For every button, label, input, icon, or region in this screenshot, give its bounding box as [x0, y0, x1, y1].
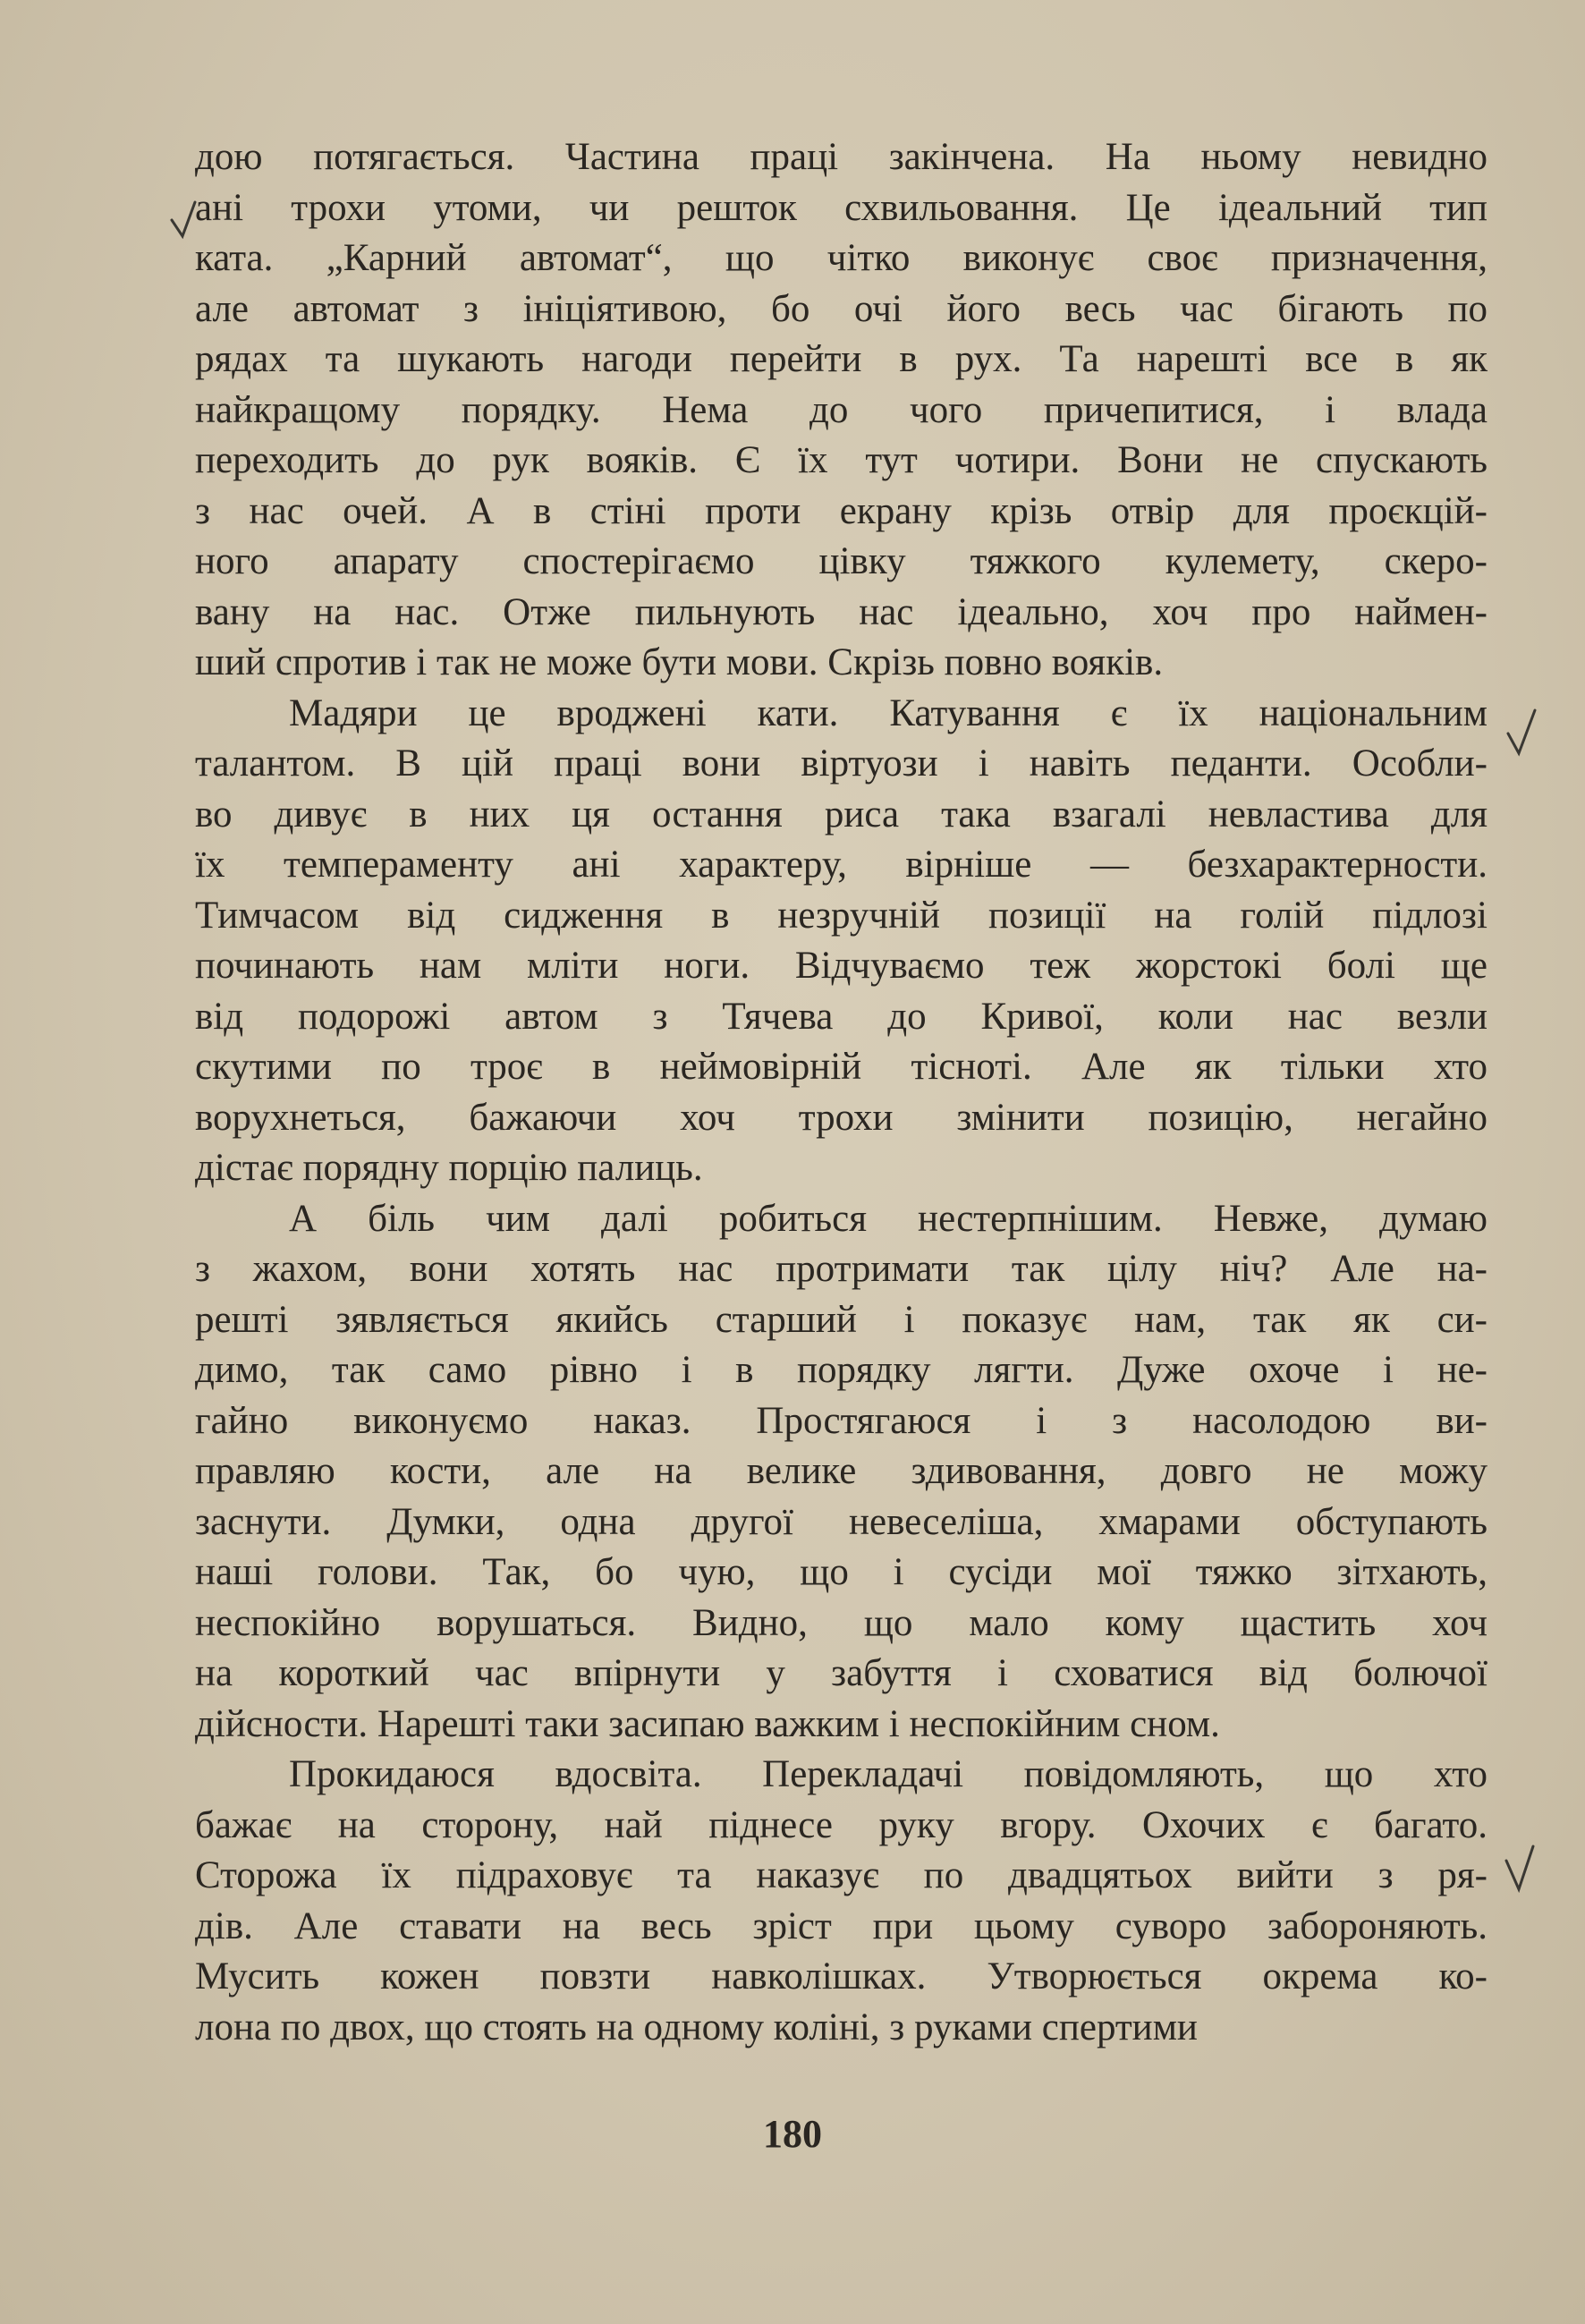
- text-line: ані трохи утоми, чи решток схвильовання. Це ідеальний тип: [195, 186, 1488, 229]
- text-line: ного апарату спостерігаємо цівку тяжкого кулемету, скеро-: [195, 540, 1488, 582]
- text-line: Мадяри це вроджені кати. Катування є їх національним: [289, 691, 1488, 734]
- text-line: найкращому порядку. Нема до чого причепитися, і влада: [195, 388, 1488, 431]
- text-line: на короткий час впірнути у забуття і сховатися від болючої: [195, 1652, 1488, 1694]
- text-line: гайно виконуємо наказ. Простягаюся і з насолодою ви-: [195, 1399, 1488, 1442]
- text-line: вану на нас. Отже пильнують нас ідеально, хоч про наймен-: [195, 590, 1488, 633]
- text-line: наші голови. Так, бо чую, що і сусіди мої тяжко зітхають,: [195, 1551, 1488, 1593]
- text-line: димо, так само рівно і в порядку лягти. Дуже охоче і не-: [195, 1349, 1488, 1391]
- text-line: переходить до рук вояків. Є їх тут чотири. Вони не спускають: [195, 439, 1488, 481]
- text-line: Тимчасом від сидження в незручній позиції на голій підлозі: [195, 894, 1488, 937]
- text-line: неспокійно ворушаться. Видно, що мало кому щастить хоч: [195, 1601, 1488, 1644]
- text-line: дійсности. Нарешті таки засипаю важким і неспокійним сном.: [195, 1702, 1220, 1745]
- text-line: Мусить кожен повзти навколішках. Утворюється окрема ко-: [195, 1955, 1488, 1997]
- text-line: Сторожа їх підраховує та наказує по двадцятьох вийти з ря-: [195, 1854, 1488, 1896]
- body-text: [195, 132, 1488, 2053]
- paragraph: [195, 132, 1488, 689]
- text-line: дів. Але ставати на весь зріст при цьому суворо забороняють.: [195, 1904, 1488, 1947]
- text-line: від подорожі автом з Тячева до Кривої, коли нас везли: [195, 995, 1488, 1038]
- paragraph: [195, 1750, 1488, 2053]
- text-line: з жахом, вони хотять нас протримати так цілу ніч? Але на-: [195, 1248, 1488, 1290]
- text-line: А біль чим далі робиться нестерпнішим. Невже, думаю: [289, 1197, 1488, 1240]
- text-line: правляю кости, але на велике здивовання, довго не можу: [195, 1450, 1488, 1492]
- text-line: бажає на сторону, най піднесе руку вгору. Охочих є багато.: [195, 1803, 1488, 1846]
- pencil-check-mark-icon: [1501, 1843, 1540, 1896]
- paragraph: [195, 689, 1488, 1194]
- text-line: рядах та шукають нагоди перейти в рух. Та нарешті все в як: [195, 338, 1488, 380]
- text-line: талантом. В цій праці вони віртуози і навіть педанти. Особли-: [195, 742, 1488, 785]
- pencil-check-mark-icon: [1503, 707, 1542, 760]
- paragraph: [195, 1194, 1488, 1751]
- text-line: ката. „Карний автомат“, що чітко виконує своє призначення,: [195, 237, 1488, 279]
- text-line: лона по двох, що стоять на одному коліні, з руками спертими: [195, 2006, 1198, 2048]
- text-line: але автомат з ініціятивою, бо очі його весь час бігають по: [195, 287, 1488, 330]
- text-line: скутими по троє в неймовірній тісноті. Але як тільки хто: [195, 1046, 1488, 1088]
- text-line: решті зявляється якийсь старший і показує нам, так як си-: [195, 1298, 1488, 1341]
- text-line: Прокидаюся вдосвіта. Перекладачі повідомляють, що хто: [289, 1753, 1488, 1795]
- text-line: заснути. Думки, одна другої невеселіша, хмарами обступають: [195, 1500, 1488, 1543]
- text-line: дою потягається. Частина праці закінчена. На ньому невидно: [195, 136, 1488, 178]
- text-line: починають нам мліти ноги. Відчуваємо теж жорстокі болі ще: [195, 945, 1488, 987]
- text-line: во дивує в них ця остання риса така взагалі невластива для: [195, 793, 1488, 835]
- text-line: їх темпераменту ані характеру, вірніше — безхарактерности.: [195, 844, 1488, 886]
- text-line: з нас очей. А в стіні проти екрану крізь отвір для проєкцій-: [195, 489, 1488, 532]
- page-number: 180: [763, 2112, 822, 2156]
- text-line: ворухнеться, бажаючи хоч трохи змінити позицію, негайно: [195, 1096, 1488, 1139]
- text-line: дістає порядну порцію палиць.: [195, 1147, 703, 1189]
- text-line: ший спротив і так не може бути мови. Скрізь повно вояків.: [195, 641, 1164, 683]
